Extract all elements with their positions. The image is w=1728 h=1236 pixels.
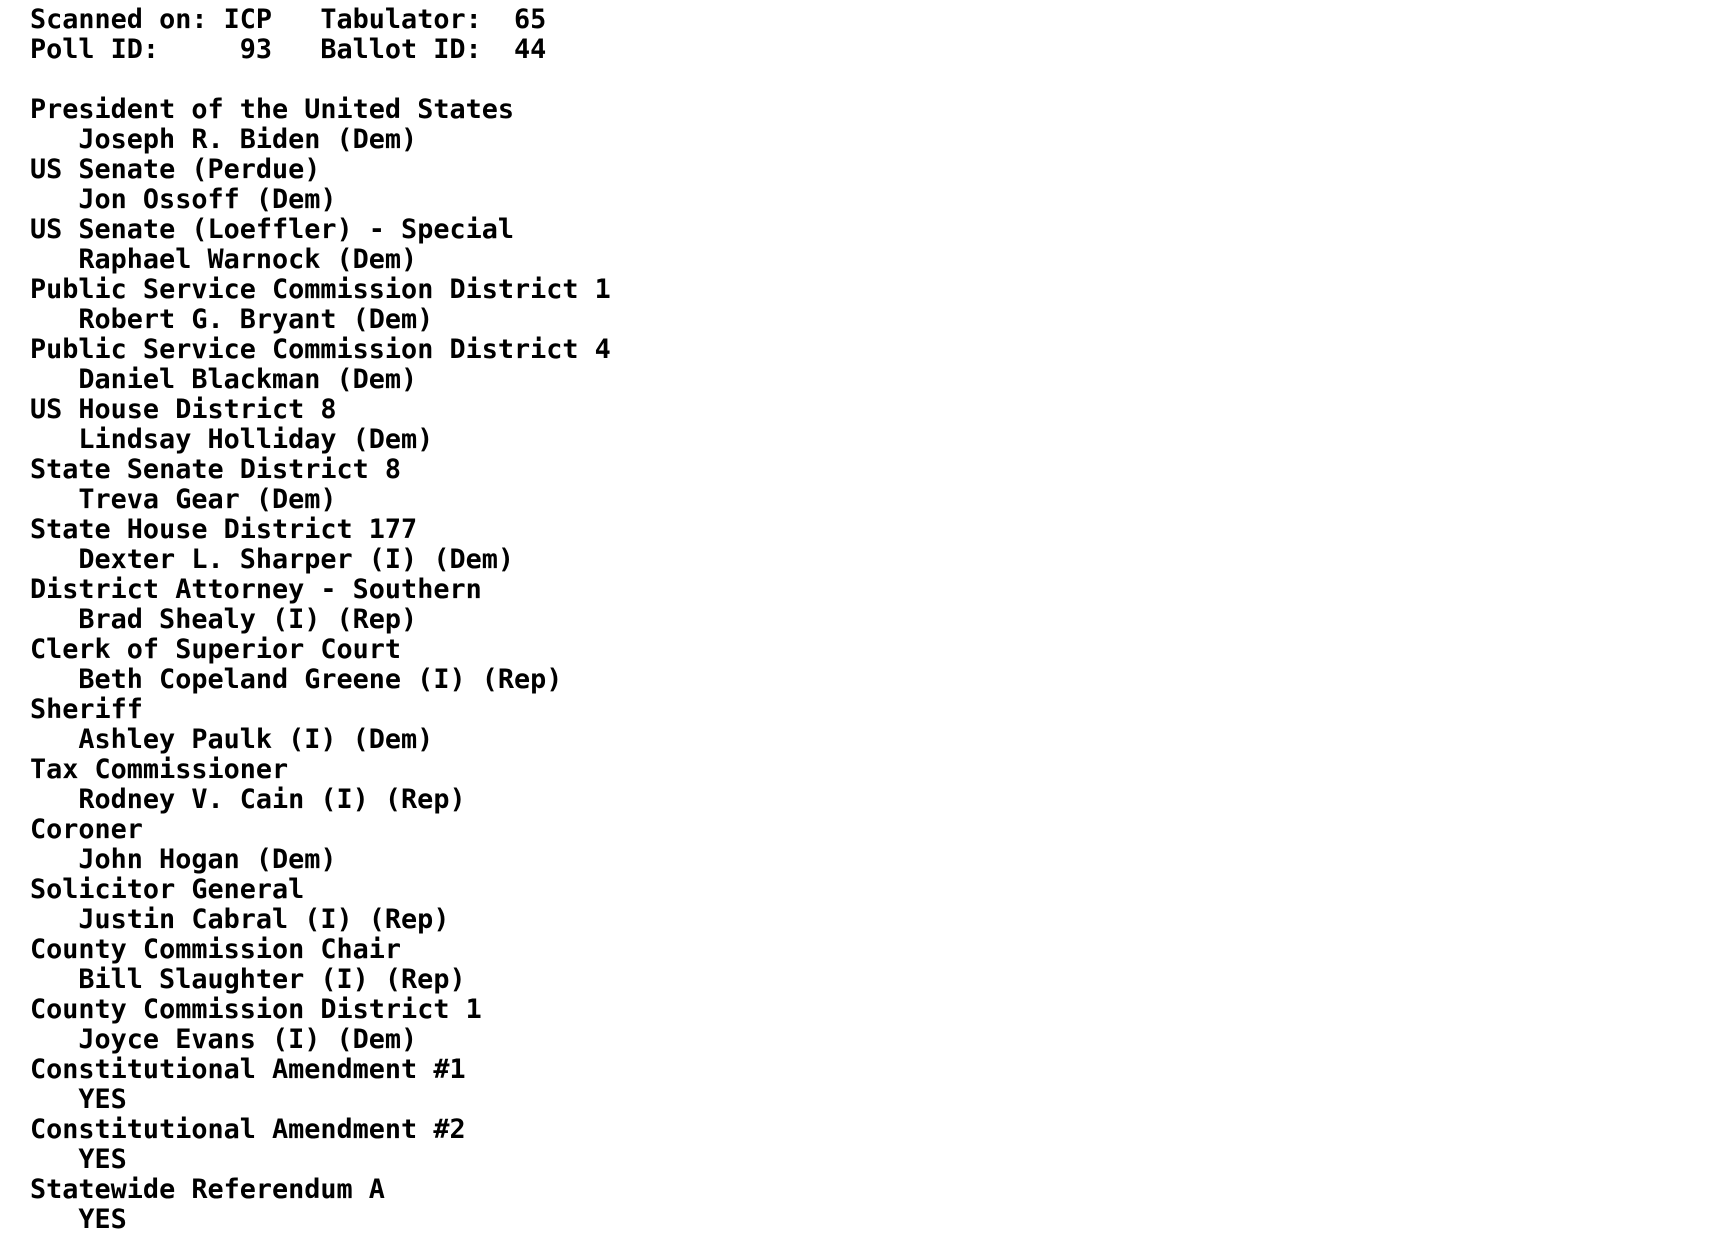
contest-title: Public Service Commission District 4	[30, 334, 611, 365]
contest-selection: YES	[78, 1084, 127, 1115]
contest-constitutional-amendment-2	[30, 1115, 1728, 1175]
contest-us-senate-perdue	[30, 155, 1728, 215]
contest-selection: YES	[78, 1204, 127, 1235]
contest-selection: Ashley Paulk (I) (Dem)	[78, 724, 434, 755]
contest-president	[30, 95, 1728, 155]
contest-selection: Beth Copeland Greene (I) (Rep)	[78, 664, 563, 695]
contest-state-senate-district-8	[30, 455, 1728, 515]
contest-selection: Brad Shealy (I) (Rep)	[78, 604, 418, 635]
contest-selection: Justin Cabral (I) (Rep)	[78, 904, 450, 935]
contest-county-commission-district-1	[30, 995, 1728, 1055]
contest-title: Coroner	[30, 814, 143, 845]
contest-title: State Senate District 8	[30, 454, 402, 485]
header-line-ids	[30, 35, 1728, 65]
contest-selection: Joseph R. Biden (Dem)	[78, 124, 418, 155]
contest-title: Statewide Referendum A	[30, 1174, 385, 1205]
contest-county-commission-chair	[30, 935, 1728, 995]
header-body-spacer	[30, 65, 1728, 95]
poll-id-label: Poll ID:	[30, 34, 160, 65]
contest-us-house-district-8	[30, 395, 1728, 455]
contest-selection: John Hogan (Dem)	[78, 844, 337, 875]
contest-title: County Commission Chair	[30, 934, 402, 965]
contest-title: Tax Commissioner	[30, 754, 289, 785]
contest-title: President of the United States	[30, 94, 514, 125]
contest-selection: Bill Slaughter (I) (Rep)	[78, 964, 466, 995]
contest-selection: Daniel Blackman (Dem)	[78, 364, 418, 395]
contest-statewide-referendum-a	[30, 1175, 1728, 1235]
contest-selection: Joyce Evans (I) (Dem)	[78, 1024, 418, 1055]
contest-constitutional-amendment-1	[30, 1055, 1728, 1115]
contest-selection: Jon Ossoff (Dem)	[78, 184, 337, 215]
contest-sheriff	[30, 695, 1728, 755]
contest-psc-district-4	[30, 335, 1728, 395]
contest-title: District Attorney - Southern	[30, 574, 482, 605]
tabulator-value: 65	[513, 4, 547, 35]
ballot-id-value: 44	[513, 34, 547, 65]
contest-title: Constitutional Amendment #2	[30, 1114, 466, 1145]
contest-title: US Senate (Loeffler) - Special	[30, 214, 514, 245]
contest-selection: Raphael Warnock (Dem)	[78, 244, 418, 275]
ballot-id-label: Ballot ID:	[320, 34, 482, 65]
contest-coroner	[30, 815, 1728, 875]
header-line-scanner	[30, 5, 1728, 35]
scanned-on-label: Scanned on:	[30, 4, 208, 35]
contest-district-attorney-southern	[30, 575, 1728, 635]
contest-title: US House District 8	[30, 394, 337, 425]
tabulator-label: Tabulator:	[320, 4, 482, 35]
contest-clerk-superior-court	[30, 635, 1728, 695]
contest-title: Constitutional Amendment #1	[30, 1054, 466, 1085]
contest-title: Solicitor General	[30, 874, 305, 905]
contest-selection: Rodney V. Cain (I) (Rep)	[78, 784, 466, 815]
contest-title: County Commission District 1	[30, 994, 482, 1025]
scanned-on-value: ICP	[223, 4, 272, 35]
contest-title: Public Service Commission District 1	[30, 274, 611, 305]
contest-title: Clerk of Superior Court	[30, 634, 402, 665]
contest-psc-district-1	[30, 275, 1728, 335]
poll-id-value: 93	[239, 34, 272, 65]
contest-title: US Senate (Perdue)	[30, 154, 321, 185]
contest-title: Sheriff	[30, 694, 143, 725]
contest-title: State House District 177	[30, 514, 418, 545]
contest-selection: Lindsay Holliday (Dem)	[78, 424, 434, 455]
contest-selection: YES	[78, 1144, 127, 1175]
contest-solicitor-general	[30, 875, 1728, 935]
contest-us-senate-loeffler-special	[30, 215, 1728, 275]
contest-selection: Treva Gear (Dem)	[78, 484, 337, 515]
contest-selection: Robert G. Bryant (Dem)	[78, 304, 434, 335]
contest-tax-commissioner	[30, 755, 1728, 815]
contest-selection: Dexter L. Sharper (I) (Dem)	[78, 544, 514, 575]
contest-state-house-district-177	[30, 515, 1728, 575]
